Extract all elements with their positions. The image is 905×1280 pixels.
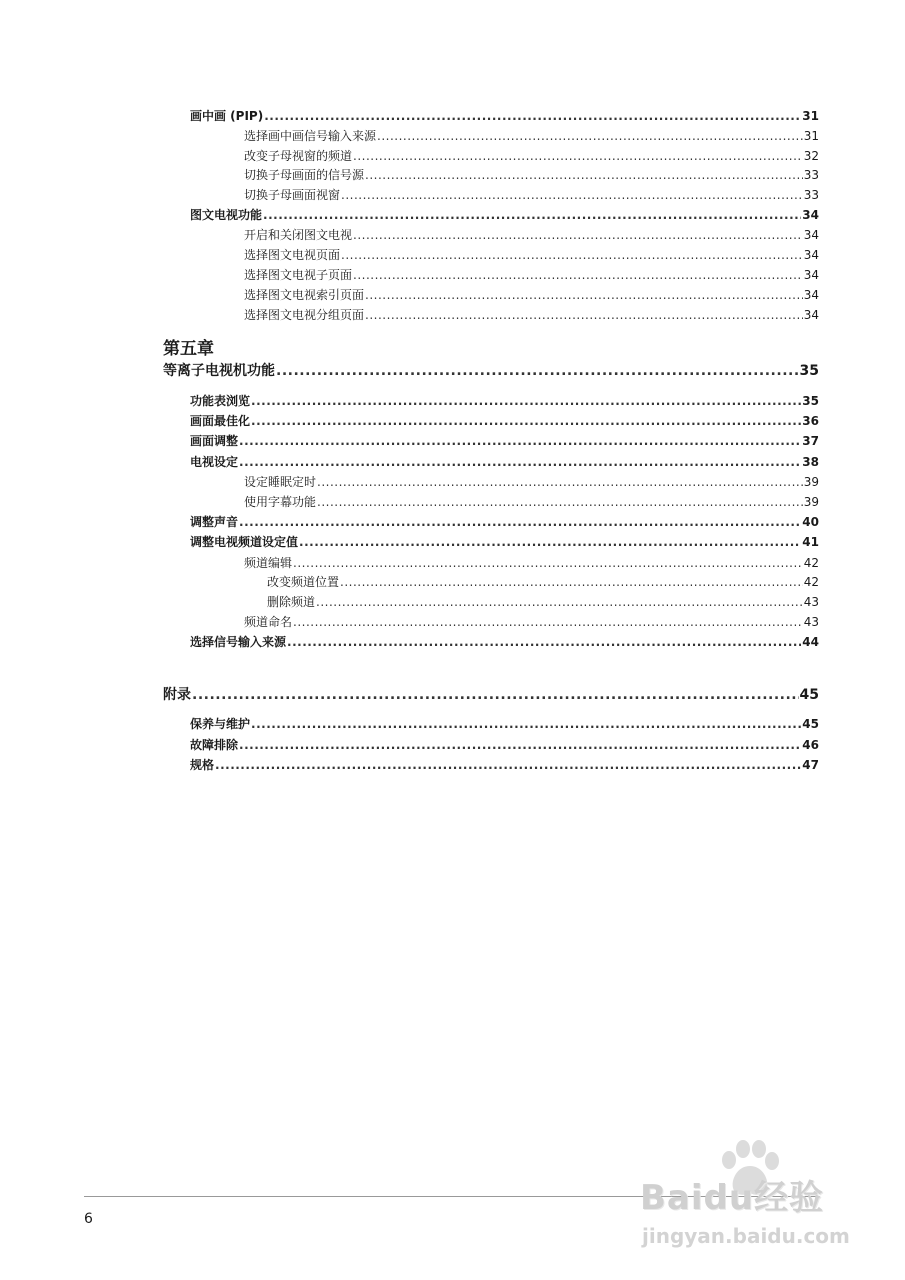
dot-leader [365, 167, 803, 183]
toc-entry-page: 31 [802, 109, 819, 123]
toc-entry[interactable] [244, 287, 819, 303]
toc-entry-title: 调整电视频道设定值 [190, 535, 299, 549]
toc-entry-page: 45 [799, 687, 819, 703]
toc-entry[interactable] [190, 393, 819, 409]
dot-leader [377, 128, 803, 144]
toc-entry-title: 选择图文电视子页面 [244, 268, 353, 282]
dot-leader [353, 267, 803, 283]
dot-leader [251, 716, 801, 732]
dot-leader [353, 148, 803, 164]
dot-leader [340, 574, 803, 590]
toc-entry[interactable] [244, 307, 819, 323]
toc-entry-title: 故障排除 [190, 738, 239, 752]
dot-leader [293, 614, 803, 630]
appendix-title-entry[interactable] [163, 686, 819, 704]
toc-entry-title: 删除频道 [267, 595, 316, 609]
dot-leader [299, 534, 801, 550]
toc-entry-title: 改变子母视窗的频道 [244, 149, 353, 163]
toc-entry-title: 等离子电视机功能 [163, 363, 275, 379]
toc-entry-page: 34 [803, 308, 819, 322]
toc-entry-page: 34 [803, 228, 819, 242]
toc-entry[interactable] [190, 433, 819, 449]
dot-leader [251, 393, 801, 409]
dot-leader [276, 362, 799, 380]
toc-entry-title: 规格 [190, 758, 215, 772]
toc-entry-page: 34 [803, 288, 819, 302]
toc-entry-title: 切换子母画面的信号源 [244, 168, 365, 182]
toc-entry-title: 电视设定 [190, 455, 239, 469]
toc-entry-page: 40 [802, 515, 819, 529]
dot-leader [316, 594, 803, 610]
toc-entry-title: 设定睡眠定时 [244, 475, 317, 489]
toc-entry-page: 35 [799, 363, 819, 379]
toc-entry-title: 使用字幕功能 [244, 495, 317, 509]
toc-entry-title: 选择图文电视索引页面 [244, 288, 365, 302]
toc-entry[interactable] [190, 413, 819, 429]
toc-entry[interactable] [244, 614, 819, 630]
toc-entry[interactable] [244, 187, 819, 203]
toc-entry-title: 画面最佳化 [190, 414, 251, 428]
dot-leader [293, 555, 803, 571]
toc-entry[interactable] [190, 634, 819, 650]
toc-entry-page: 43 [803, 615, 819, 629]
page-number: 6 [84, 1211, 93, 1227]
toc-entry[interactable] [190, 207, 819, 223]
toc-entry-title: 切换子母画面视窗 [244, 188, 341, 202]
dot-leader [251, 413, 801, 429]
toc-entry-page: 37 [802, 434, 819, 448]
watermark-logo-text: Baidu经验 [640, 1178, 825, 1218]
toc-entry-title: 开启和关闭图文电视 [244, 228, 353, 242]
toc-entry[interactable] [190, 757, 819, 773]
toc-entry-page: 47 [802, 758, 819, 772]
dot-leader [287, 634, 801, 650]
toc-entry-page: 42 [803, 556, 819, 570]
toc-entry-page: 46 [802, 738, 819, 752]
toc-entry[interactable] [190, 534, 819, 550]
toc-entry-title: 选择信号输入来源 [190, 635, 287, 649]
toc-entry[interactable] [244, 167, 819, 183]
toc-entry[interactable] [190, 108, 819, 124]
toc-entry-title: 频道命名 [244, 615, 293, 629]
toc-entry-title: 保养与维护 [190, 717, 251, 731]
dot-leader [263, 207, 801, 223]
toc-entry-title: 改变频道位置 [267, 575, 340, 589]
toc-entry-page: 34 [803, 268, 819, 282]
toc-entry-page: 44 [802, 635, 819, 649]
toc-entry-title: 调整声音 [190, 515, 239, 529]
toc-entry[interactable] [244, 555, 819, 571]
toc-entry[interactable] [244, 128, 819, 144]
watermark-url: jingyan.baidu.com [642, 1224, 850, 1248]
toc-entry-title: 附录 [163, 687, 191, 703]
toc-entry-title: 选择画中画信号输入来源 [244, 129, 377, 143]
toc-entry[interactable] [190, 737, 819, 753]
toc-entry-page: 34 [802, 208, 819, 222]
dot-leader [317, 474, 803, 490]
chapter-heading: 第五章 [163, 339, 214, 359]
toc-entry[interactable] [244, 474, 819, 490]
dot-leader [341, 187, 803, 203]
toc-entry-page: 41 [802, 535, 819, 549]
dot-leader [239, 514, 801, 530]
toc-entry[interactable] [190, 716, 819, 732]
dot-leader [365, 287, 803, 303]
toc-entry-title: 画面调整 [190, 434, 239, 448]
toc-entry[interactable] [244, 247, 819, 263]
toc-entry-page: 38 [802, 455, 819, 469]
dot-leader [215, 757, 801, 773]
toc-entry-page: 42 [803, 575, 819, 589]
toc-entry-title: 功能表浏览 [190, 394, 251, 408]
toc-entry-title: 画中画 (PIP) [190, 109, 264, 123]
toc-entry-page: 39 [803, 495, 819, 509]
chapter-title-entry[interactable] [163, 362, 819, 380]
toc-entry-page: 43 [803, 595, 819, 609]
dot-leader [264, 108, 801, 124]
toc-entry[interactable] [267, 574, 819, 590]
toc-entry[interactable] [244, 148, 819, 164]
dot-leader [365, 307, 803, 323]
toc-entry-page: 31 [803, 129, 819, 143]
toc-entry[interactable] [190, 514, 819, 530]
toc-entry-page: 34 [803, 248, 819, 262]
toc-entry[interactable] [244, 494, 819, 510]
baidu-jingyan-watermark [640, 1140, 870, 1270]
toc-entry[interactable] [244, 227, 819, 243]
toc-entry-title: 频道编辑 [244, 556, 293, 570]
dot-leader [239, 433, 801, 449]
toc-entry-page: 45 [802, 717, 819, 731]
toc-entry-page: 32 [803, 149, 819, 163]
dot-leader [317, 494, 803, 510]
toc-entry-title: 图文电视功能 [190, 208, 263, 222]
toc-entry-page: 33 [803, 188, 819, 202]
toc-entry-page: 35 [802, 394, 819, 408]
dot-leader [192, 686, 799, 704]
toc-entry[interactable] [244, 267, 819, 283]
dot-leader [239, 454, 801, 470]
toc-entry-title: 选择图文电视页面 [244, 248, 341, 262]
dot-leader [353, 227, 803, 243]
dot-leader [239, 737, 801, 753]
toc-entry-page: 36 [802, 414, 819, 428]
dot-leader [341, 247, 803, 263]
toc-entry-title: 选择图文电视分组页面 [244, 308, 365, 322]
toc-entry[interactable] [267, 594, 819, 610]
toc-entry-page: 33 [803, 168, 819, 182]
toc-entry-page: 39 [803, 475, 819, 489]
toc-entry[interactable] [190, 454, 819, 470]
